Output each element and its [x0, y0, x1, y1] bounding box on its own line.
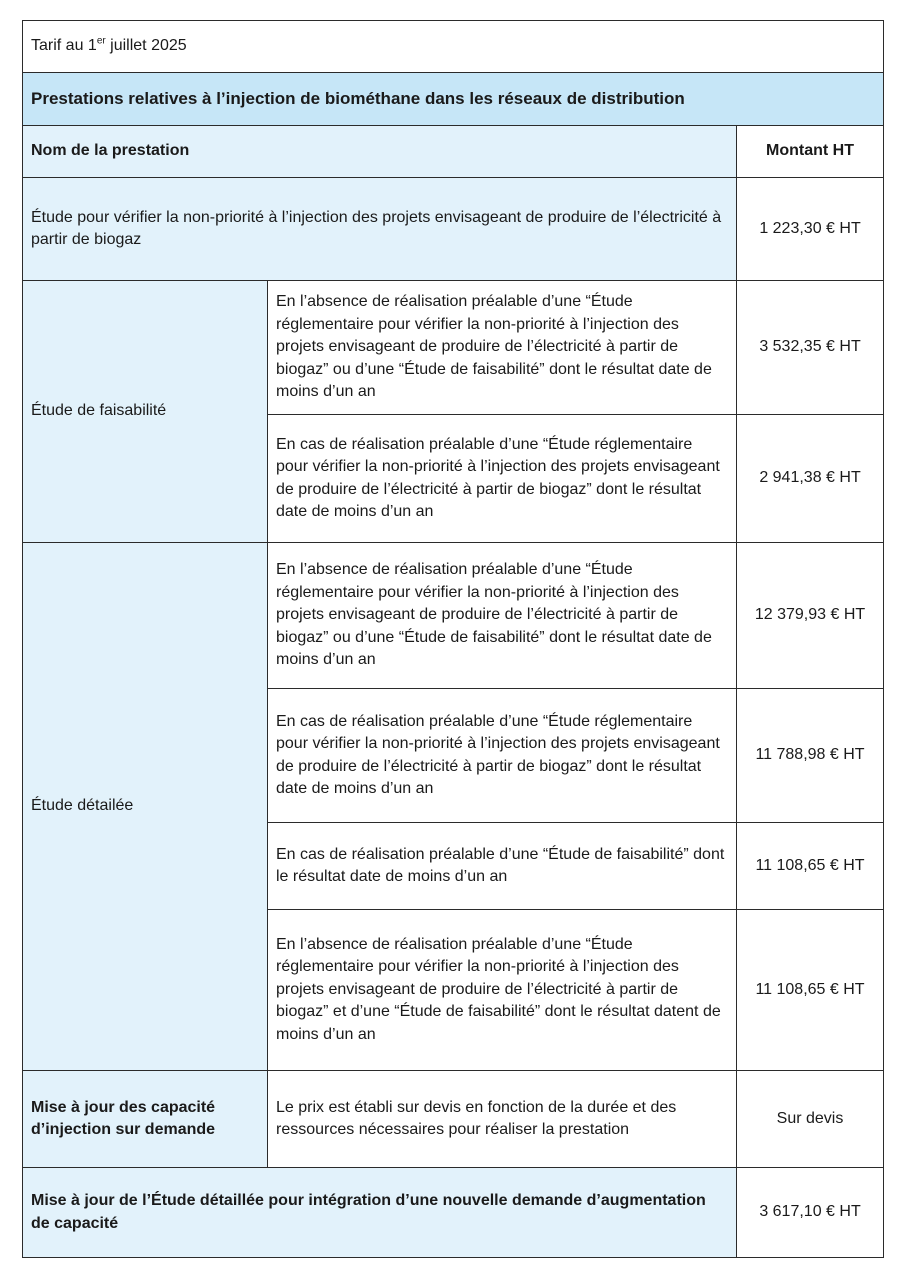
prestation-amount: 11 108,65 € HT [737, 910, 884, 1071]
prestation-condition: Le prix est établi sur devis en fonction de la durée et des ressources nécessaires pour réaliser la prestation [268, 1071, 737, 1168]
prestation-amount: Sur devis [737, 1071, 884, 1168]
date-prefix: Tarif au 1 [31, 37, 97, 55]
prestation-amount: 11 788,98 € HT [737, 689, 884, 823]
prestation-amount: 1 223,30 € HT [737, 178, 884, 281]
prestation-amount: 12 379,93 € HT [737, 543, 884, 689]
date-superscript: er [96, 35, 106, 47]
prestation-amount: 3 617,10 € HT [737, 1168, 884, 1258]
prestation-condition: En cas de réalisation préalable d’une “Étude réglementaire pour vérifier la non-priorité à l’injection des projets envisageant de produire de l’électricité à partir de biogaz” dont le résultat date de moins d’un an [268, 689, 737, 823]
prestation-name: Mise à jour des capacité d’injection sur demande [23, 1071, 268, 1168]
prestation-condition: En cas de réalisation préalable d’une “Étude de faisabilité” dont le résultat date de moins d’un an [268, 823, 737, 910]
prestation-amount: 3 532,35 € HT [737, 281, 884, 415]
table-row [23, 178, 884, 281]
prestation-name: Étude de faisabilité [23, 281, 268, 543]
table-row [23, 1168, 884, 1258]
prestation-condition: En cas de réalisation préalable d’une “Étude réglementaire pour vérifier la non-priorité à l’injection des projets envisageant de produire de l’électricité à partir de biogaz” dont le résultat date de moins d’un an [268, 415, 737, 543]
tarif-table [22, 20, 884, 1258]
tarif-date [23, 21, 884, 73]
date-suffix: juillet 2025 [105, 37, 187, 55]
table-row [23, 1071, 884, 1168]
prestation-amount: 2 941,38 € HT [737, 415, 884, 543]
table-row [23, 543, 884, 689]
prestation-name: Étude pour vérifier la non-priorité à l’injection des projets envisageant de produire de l’électricité à partir de biogaz [23, 178, 737, 281]
prestation-condition: En l’absence de réalisation préalable d’une “Étude réglementaire pour vérifier la non-priorité à l’injection des projets envisageant de produire de l’électricité à partir de biogaz” ou d’une “Étude de faisabilité” dont le résultat date de moins d’un an [268, 281, 737, 415]
prestation-name: Mise à jour de l’Étude détaillée pour intégration d’une nouvelle demande d’augmentation de capacité [23, 1168, 737, 1258]
date-row [23, 21, 884, 73]
prestation-condition: En l’absence de réalisation préalable d’une “Étude réglementaire pour vérifier la non-priorité à l’injection des projets envisageant de produire de l’électricité à partir de biogaz” et d’une “Étude de faisabilité” dont le résultat datent de moins d’un an [268, 910, 737, 1071]
column-header-amount: Montant HT [737, 126, 884, 178]
column-header-row [23, 126, 884, 178]
prestation-name: Étude détailée [23, 543, 268, 1071]
prestation-amount: 11 108,65 € HT [737, 823, 884, 910]
column-header-name: Nom de la prestation [23, 126, 737, 178]
table-row [23, 281, 884, 415]
prestation-condition: En l’absence de réalisation préalable d’une “Étude réglementaire pour vérifier la non-priorité à l’injection des projets envisageant de produire de l’électricité à partir de biogaz” ou d’une “Étude de faisabilité” dont le résultat date de moins d’un an [268, 543, 737, 689]
section-title: Prestations relatives à l’injection de biométhane dans les réseaux de distribution [23, 73, 884, 126]
section-title-row [23, 73, 884, 126]
